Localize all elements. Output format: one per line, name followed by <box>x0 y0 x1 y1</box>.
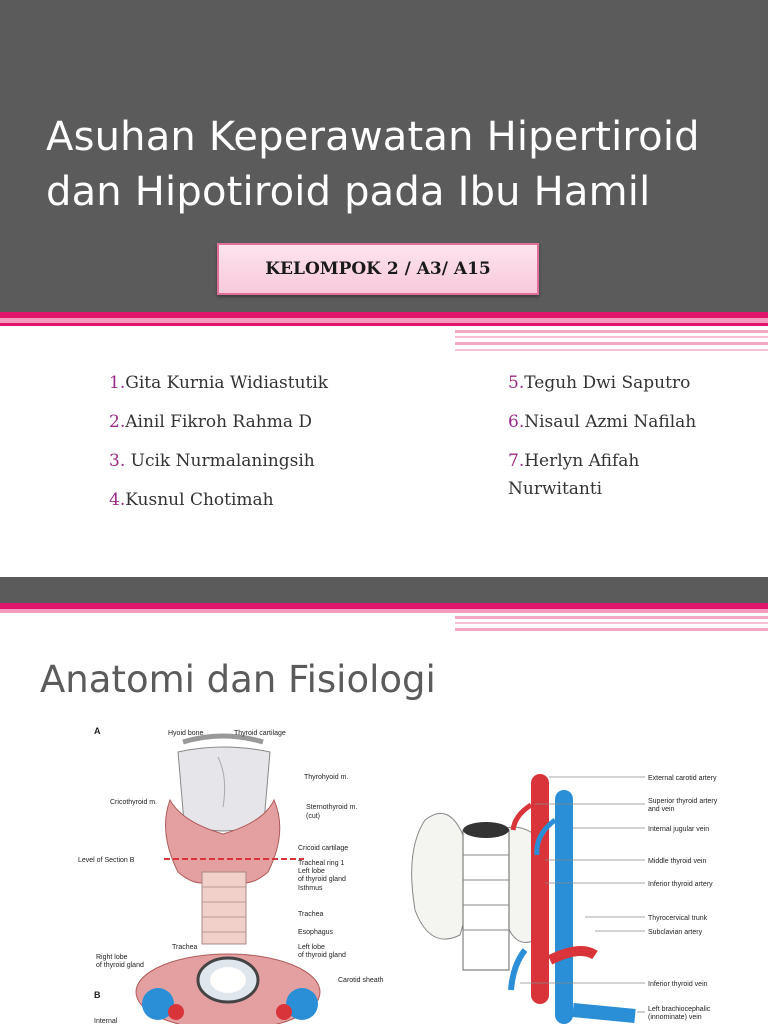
member-list-left <box>109 370 328 526</box>
svg-text:Left lobe: Left lobe <box>298 868 325 875</box>
svg-text:Superior thyroid artery: Superior thyroid artery <box>648 798 718 805</box>
panel-label-b: B <box>94 990 101 1000</box>
panel-label-a: A <box>94 726 101 736</box>
svg-text:Trachea: Trachea <box>298 911 324 918</box>
slide1-title <box>46 110 746 220</box>
member-item: 6.Nisaul Azmi Nafilah <box>508 412 697 432</box>
svg-text:External carotid artery: External carotid artery <box>648 775 717 782</box>
svg-text:and vein: and vein <box>648 806 675 813</box>
member-item: 5.Teguh Dwi Saputro <box>508 373 691 393</box>
thyroid-front-anatomy-figure <box>78 722 400 1024</box>
svg-text:Inferior thyroid vein: Inferior thyroid vein <box>648 981 708 988</box>
svg-text:Level of Section B: Level of Section B <box>78 857 135 864</box>
slide2-decor-stripes <box>0 603 768 633</box>
title-line-2: dan Hipotiroid pada Ibu Hamil <box>46 169 651 215</box>
svg-text:Hyoid bone: Hyoid bone <box>168 730 204 737</box>
svg-text:Inferior thyroid artery: Inferior thyroid artery <box>648 881 713 888</box>
svg-text:of thyroid gland: of thyroid gland <box>96 962 144 969</box>
svg-text:Cricoid cartilage: Cricoid cartilage <box>298 845 349 852</box>
slide1-decor-stripes <box>0 312 768 356</box>
member-item: 1.Gita Kurnia Widiastutik <box>109 373 329 393</box>
svg-text:Internal: Internal <box>94 1018 118 1024</box>
member-item: 2.Ainil Fikroh Rahma D <box>109 412 312 432</box>
svg-text:Thyrocervical trunk: Thyrocervical trunk <box>648 915 708 922</box>
slide2-header-panel <box>0 577 768 603</box>
member-item: 3. Ucik Nurmalaningsih <box>109 451 315 471</box>
svg-text:Left lobe: Left lobe <box>298 944 325 951</box>
svg-text:of thyroid gland: of thyroid gland <box>298 876 346 883</box>
group-badge: KELOMPOK 2 / A3/ A15 <box>217 243 539 295</box>
svg-text:Thyroid cartilage: Thyroid cartilage <box>234 730 286 737</box>
svg-text:Thyrohyoid m.: Thyrohyoid m. <box>304 774 349 781</box>
svg-text:Tracheal ring 1: Tracheal ring 1 <box>298 860 345 867</box>
svg-text:Trachea: Trachea <box>172 944 198 951</box>
svg-text:Carotid sheath: Carotid sheath <box>338 977 384 984</box>
section-title: Anatomi dan Fisiologi <box>40 658 436 701</box>
svg-text:Isthmus: Isthmus <box>298 885 323 892</box>
thyroid-vascular-figure <box>405 760 768 1024</box>
svg-text:Cricothyroid m.: Cricothyroid m. <box>110 799 158 806</box>
svg-text:Internal jugular vein: Internal jugular vein <box>648 826 710 833</box>
member-item: 7.Herlyn Afifah Nurwitanti <box>508 448 696 502</box>
svg-text:Middle thyroid vein: Middle thyroid vein <box>648 858 707 865</box>
svg-text:Right lobe: Right lobe <box>96 954 128 961</box>
member-list-right <box>508 370 696 502</box>
svg-text:Left brachiocephalic: Left brachiocephalic <box>648 1006 711 1013</box>
svg-text:(innominate) vein: (innominate) vein <box>648 1014 702 1021</box>
member-item: 4.Kusnul Chotimah <box>109 490 274 510</box>
svg-text:Esophagus: Esophagus <box>298 929 334 936</box>
svg-text:of thyroid gland: of thyroid gland <box>298 952 346 959</box>
svg-text:(cut): (cut) <box>306 813 320 820</box>
title-line-1: Asuhan Keperawatan Hipertiroid <box>46 114 700 160</box>
svg-text:Subclavian artery: Subclavian artery <box>648 929 703 936</box>
member-item-continuation: Nurwitanti <box>508 479 603 499</box>
svg-text:Sternothyroid m.: Sternothyroid m. <box>306 804 358 811</box>
